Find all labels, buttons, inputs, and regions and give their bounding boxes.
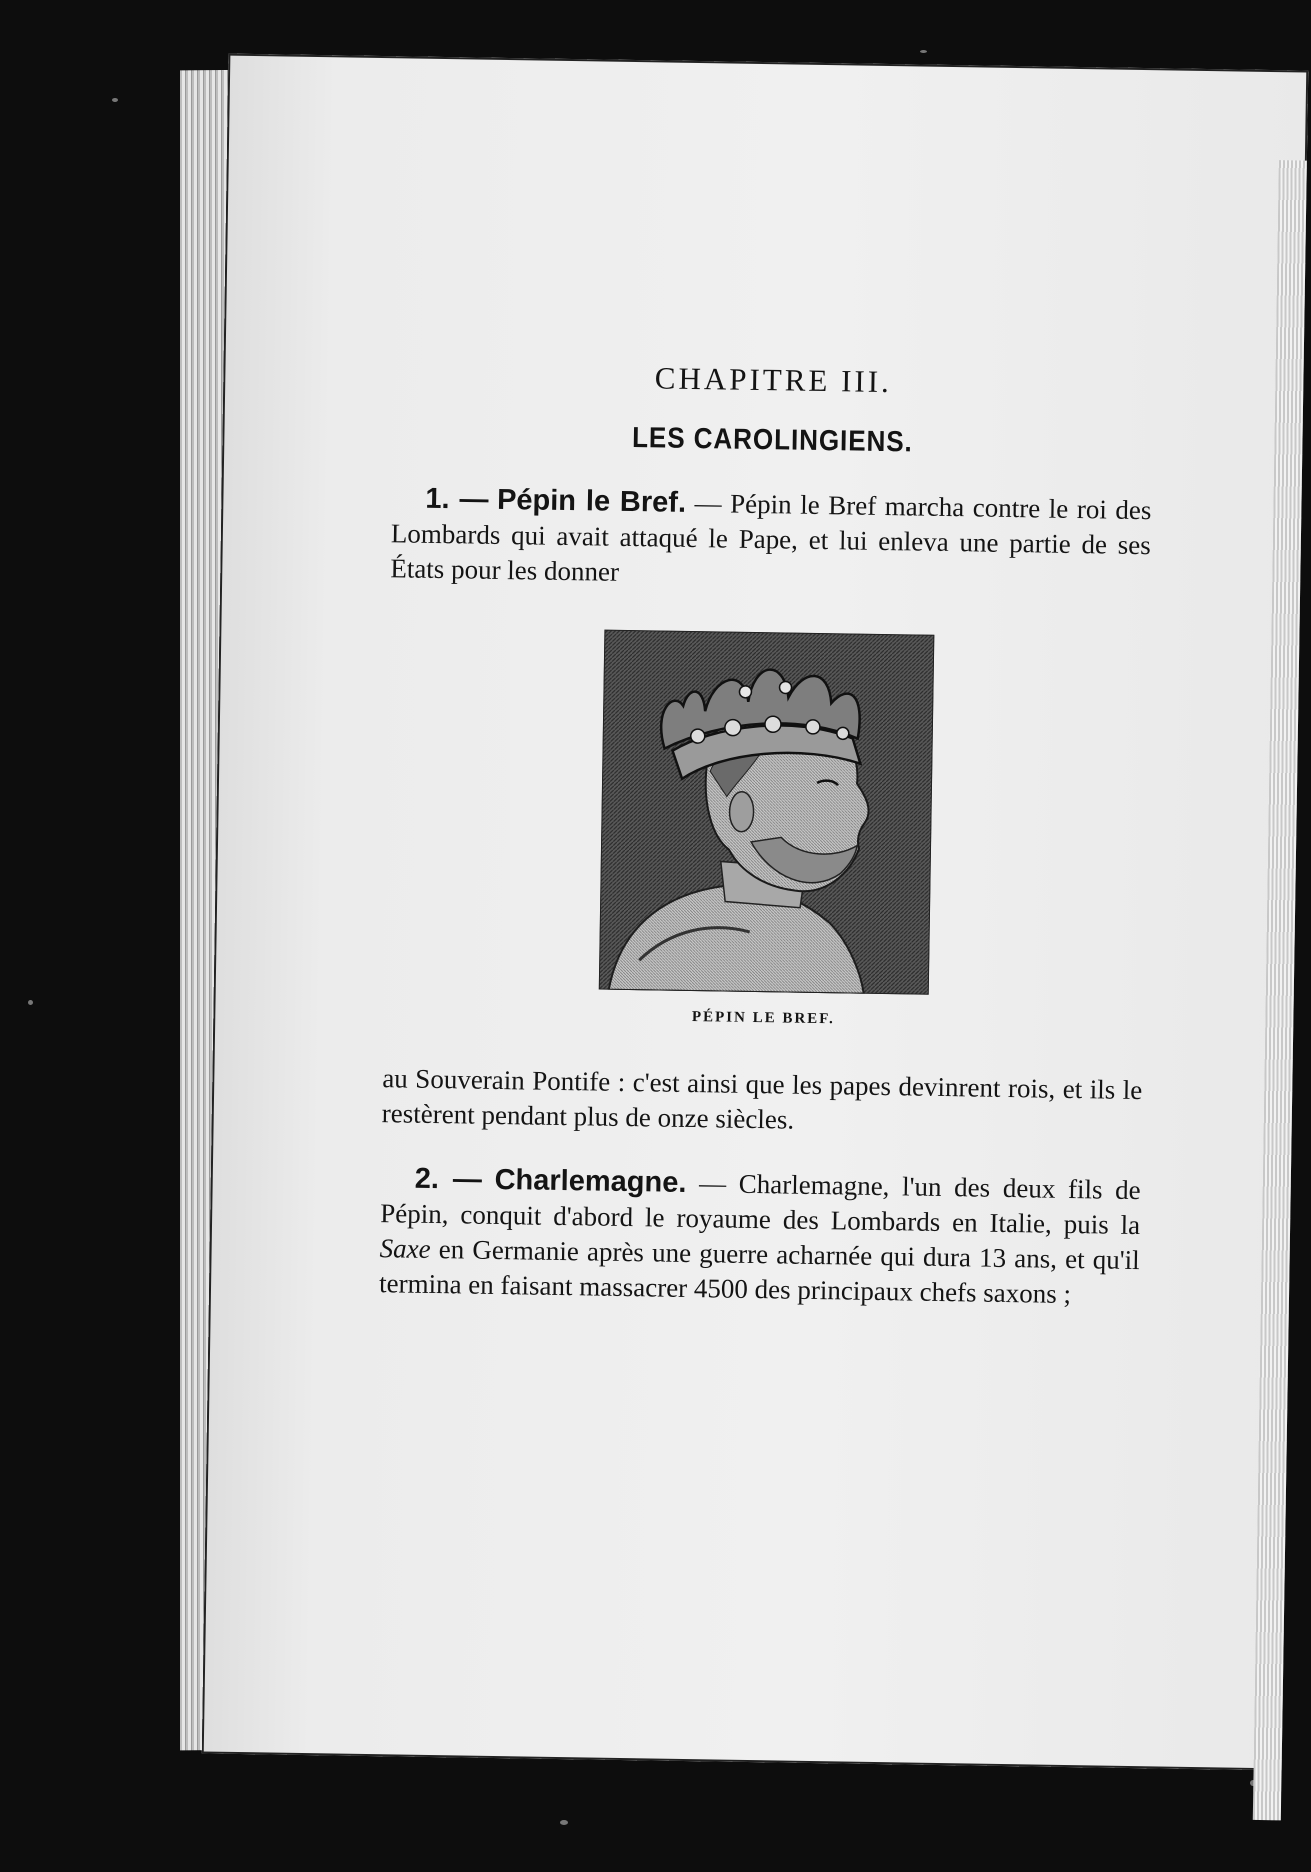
page-content — [379, 356, 1154, 1313]
section-2-text-b: en Germanie après une guerre acharnée qui dura 13 ans, et qu'il termina en faisant massacrer 4500 des principaux chefs saxons ; — [378, 1234, 1140, 1310]
figure-caption: PÉPIN LE BREF. — [691, 1009, 835, 1028]
page-right-edge — [1253, 160, 1307, 1820]
section-2-number: 2. — — [414, 1162, 483, 1196]
section-1-paragraph — [390, 481, 1152, 598]
portrait-figure — [598, 630, 934, 1030]
section-2-paragraph — [379, 1161, 1141, 1313]
section-2-italic: Saxe — [379, 1233, 431, 1264]
scan-speck — [920, 50, 927, 53]
book-page — [202, 54, 1309, 1771]
chapter-title: LES CAROLINGIENS. — [631, 422, 913, 459]
section-1-heading: Pépin le Bref. — [496, 483, 687, 519]
scan-speck — [560, 1820, 568, 1825]
chapter-heading: CHAPITRE III. — [654, 360, 893, 400]
section-2-heading: Charlemagne. — [494, 1163, 687, 1199]
king-portrait-icon — [599, 630, 935, 995]
section-2-text-a: — Charlemagne, l'un des deux fils de Pépin, conquit d'abord le royaume des Lombards en Italie, puis la — [379, 1168, 1141, 1241]
section-1-number: 1. — — [425, 482, 489, 516]
scan-speck — [28, 1000, 33, 1005]
section-1-text: — Pépin le Bref marcha contre le roi des Lombards qui avait attaqué le Pape, et lui enleva une partie de ses États pour les donner — [390, 488, 1152, 587]
scan-speck — [112, 98, 118, 102]
section-1-continuation: au Souverain Pontife : c'est ainsi que les papes devinrent rois, et ils le restèrent pendant plus de onze siècles. — [381, 1063, 1143, 1135]
